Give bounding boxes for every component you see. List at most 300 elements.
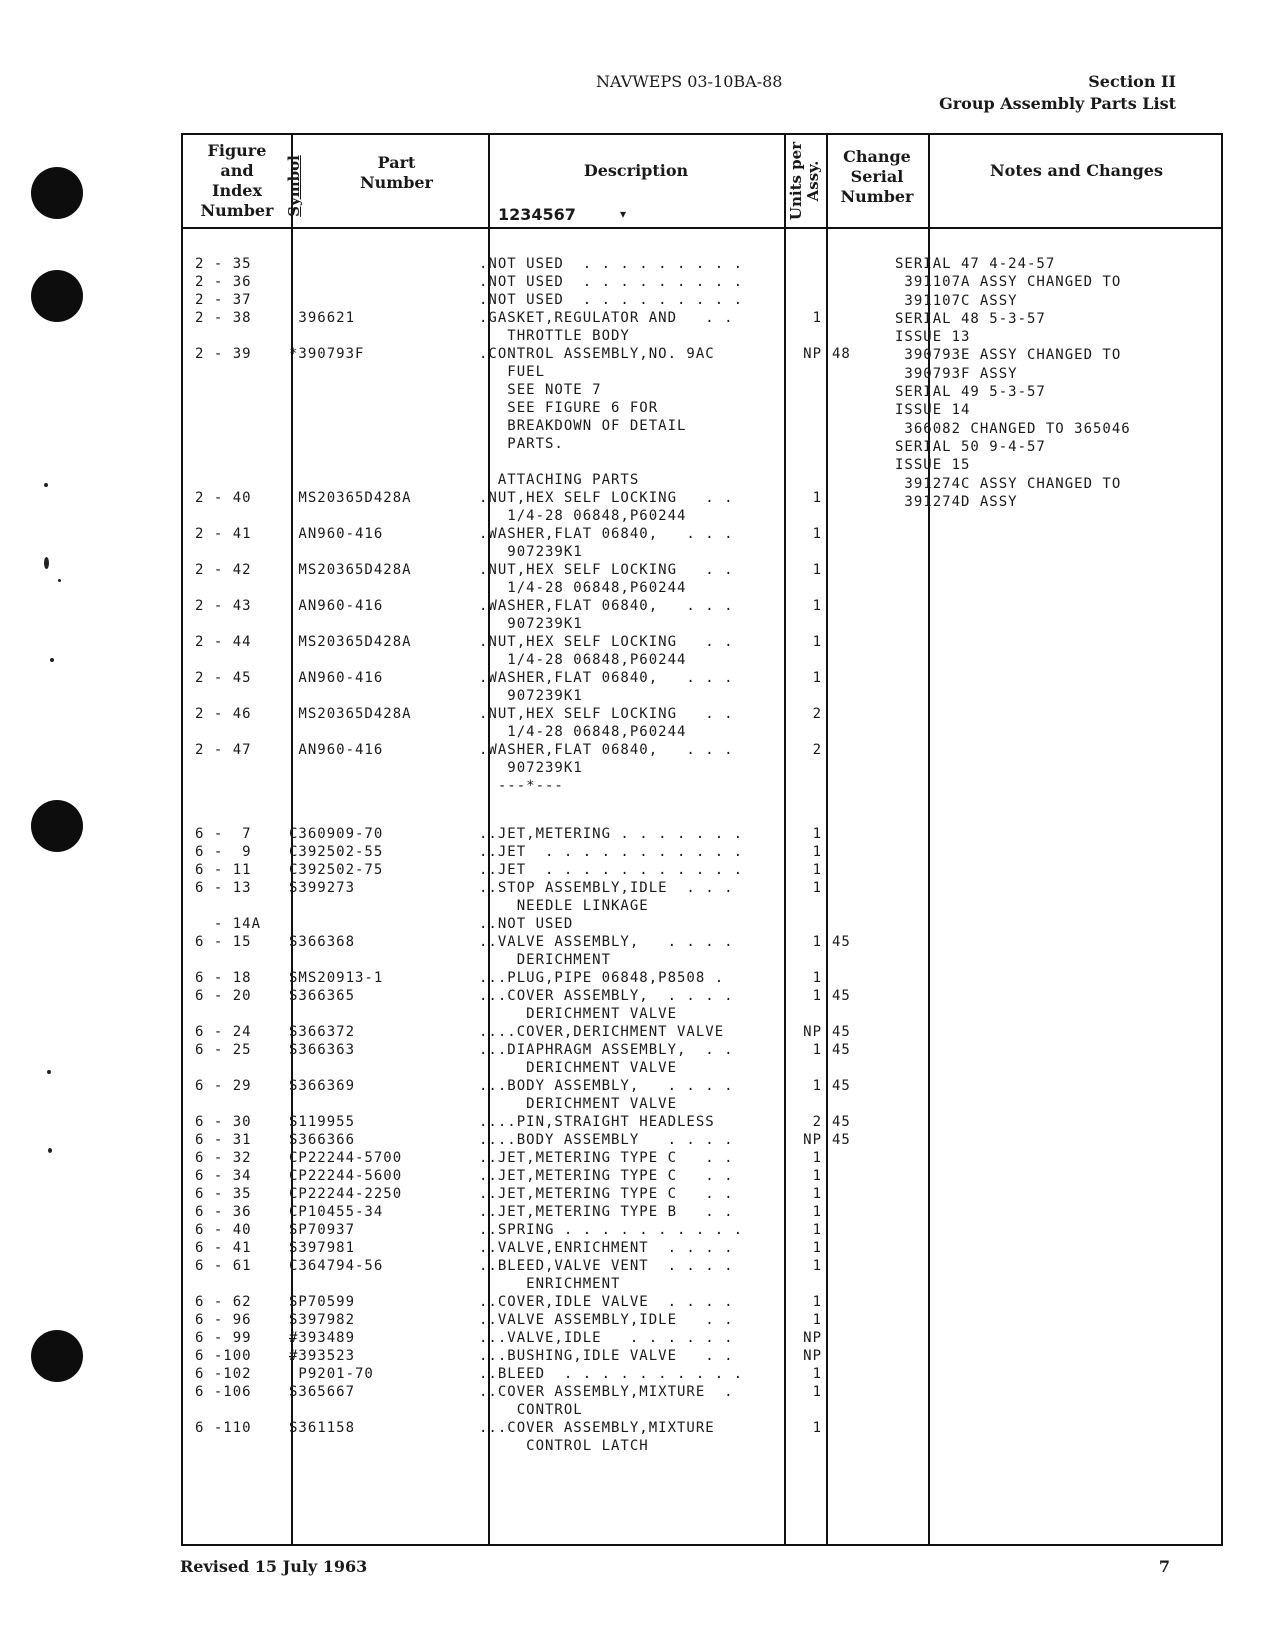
units-per-assy: 1 [812,1042,822,1058]
units-per-assy: 1 [812,310,822,326]
col-header-serial: Change Serial Number [840,147,914,206]
description-line: .NOT USED . . . . . . . . . [479,256,744,272]
figure-index: 6 - 11 [195,862,252,878]
description-line: ...PLUG,PIPE 06848,P8508 . [479,970,725,986]
description [479,1185,779,1203]
table-row [183,825,1221,843]
figure-index: 6 - 18 [195,970,252,986]
figure-index: 6 - 30 [195,1114,252,1130]
part-number: S397981 [289,1240,356,1256]
table-row [183,1365,1221,1383]
part-number: S366363 [289,1042,356,1058]
table-row [183,843,1221,861]
units-per-assy: 1 [812,598,822,614]
note-line: SERIAL 50 9-4-57 [895,438,1046,455]
description-line: DERICHMENT [479,952,612,968]
figure-index: 2 - 43 [195,598,252,614]
part-number: C364794-56 [289,1258,384,1274]
figure-index: 6 -106 [195,1384,252,1400]
description-line: ...COVER ASSEMBLY,MIXTURE [479,1420,715,1436]
description [479,633,779,669]
col-header-symbol: Symbol [285,155,303,217]
table-row [183,1185,1221,1203]
description-line: ..COVER ASSEMBLY,MIXTURE . [479,1384,734,1400]
change-serial: 45 [832,1078,851,1094]
note-line: 391107C ASSY [895,292,1018,309]
description-line: ...BUSHING,IDLE VALVE . . [479,1348,734,1364]
table-row [183,987,1221,1023]
description-line: ..JET,METERING TYPE B . . [479,1204,734,1220]
scan-speck [58,579,61,582]
units-per-assy: 1 [812,1150,822,1166]
description-line: ....PIN,STRAIGHT HEADLESS [479,1114,715,1130]
description [479,1311,779,1329]
units-per-assy: 1 [812,934,822,950]
description-line: ....COVER,DERICHMENT VALVE [479,1024,725,1040]
units-per-assy: 1 [812,970,822,986]
description-line: ..STOP ASSEMBLY,IDLE . . . [479,880,734,896]
table-row [183,1293,1221,1311]
revision-date: Revised 15 July 1963 [180,1557,368,1576]
table-row [183,1149,1221,1167]
table-row [183,1077,1221,1113]
figure-index: 2 - 42 [195,562,252,578]
figure-index: - 14A [195,916,262,932]
part-number: C360909-70 [289,826,384,842]
description-line: .NOT USED . . . . . . . . . [479,274,744,290]
description [479,843,779,861]
description [479,255,779,273]
note-line: ISSUE 15 [895,457,971,474]
figure-index: 6 - 99 [195,1330,252,1346]
description-line: ..JET,METERING TYPE C . . [479,1186,734,1202]
change-serial: 45 [832,988,851,1004]
scan-speck [50,658,54,662]
col-header-notes: Notes and Changes [990,161,1163,180]
note-line: 366082 CHANGED TO 365046 [895,420,1131,437]
description [479,273,779,291]
col-header-part: Part Number [360,153,433,192]
part-number: CP22244-5700 [289,1150,403,1166]
description [479,561,779,597]
table-row [183,969,1221,987]
description [479,1419,779,1455]
table-row [183,879,1221,915]
units-per-assy: NP [803,1024,822,1040]
note-line: 390793E ASSY CHANGED TO [895,347,1122,364]
description [479,1077,779,1113]
figure-index: 6 - 31 [195,1132,252,1148]
description [479,1293,779,1311]
part-number: MS20365D428A [289,706,412,722]
part-number: AN960-416 [289,742,384,758]
description-line: .NUT,HEX SELF LOCKING . . [479,490,734,506]
units-per-assy: 1 [812,670,822,686]
part-number: S119955 [289,1114,356,1130]
description-line: ...BODY ASSEMBLY, . . . . [479,1078,734,1094]
units-per-assy: 1 [812,988,822,1004]
units-per-assy: 1 [812,826,822,842]
description-line: ..JET . . . . . . . . . . . [479,844,744,860]
figure-index: 6 - 32 [195,1150,252,1166]
description-line: ..BLEED . . . . . . . . . . [479,1366,744,1382]
table-row [183,1329,1221,1347]
description-line: ..JET . . . . . . . . . . . [479,862,744,878]
units-per-assy: NP [803,1348,822,1364]
description-line: BREAKDOWN OF DETAIL [479,418,687,434]
part-number: MS20365D428A [289,490,412,506]
figure-index: 6 -102 [195,1366,252,1382]
part-number: S366369 [289,1078,356,1094]
units-per-assy: 1 [812,1366,822,1382]
description [479,933,779,969]
change-serial: 45 [832,1024,851,1040]
figure-index: 2 - 35 [195,256,252,272]
units-per-assy: 1 [812,1312,822,1328]
figure-index: 2 - 46 [195,706,252,722]
change-serial: 45 [832,1114,851,1130]
figure-index: 2 - 40 [195,490,252,506]
part-number: S361158 [289,1420,356,1436]
units-per-assy: 1 [812,1078,822,1094]
col-header-units: Units per Assy. [787,141,822,221]
description-line: .WASHER,FLAT 06840, . . . [479,742,734,758]
part-number: S399273 [289,880,356,896]
description [479,489,779,525]
scan-speck [47,1070,51,1074]
description-line: .NUT,HEX SELF LOCKING . . [479,634,734,650]
units-per-assy: NP [803,346,822,362]
table-row [183,1113,1221,1131]
description [479,987,779,1023]
section-label: Section II [1088,72,1176,91]
note-line: 391274D ASSY [895,493,1018,510]
part-number: *390793F [289,346,365,362]
description-line: FUEL [479,364,546,380]
header-divider [183,227,1221,229]
description-line: .CONTROL ASSEMBLY,NO. 9AC [479,346,715,362]
units-per-assy: 1 [812,862,822,878]
units-per-assy: 2 [812,742,822,758]
description [479,309,779,345]
figure-index: 2 - 39 [195,346,252,362]
description [479,1239,779,1257]
scan-speck [48,1148,52,1153]
description [479,1347,779,1365]
figure-index: 6 - 62 [195,1294,252,1310]
description-line: ..JET,METERING TYPE C . . [479,1168,734,1184]
indent-code: 1234567 ▾ [498,205,576,224]
change-serial: 45 [832,1042,851,1058]
description-line: SEE NOTE 7 [479,382,602,398]
part-number: S397982 [289,1312,356,1328]
table-row [183,561,1221,597]
figure-index: 2 - 44 [195,634,252,650]
part-number: CP22244-2250 [289,1186,403,1202]
table-row [183,597,1221,633]
units-per-assy: 1 [812,1420,822,1436]
description-line: 1/4-28 06848,P60244 [479,652,687,668]
description-line: 1/4-28 06848,P60244 [479,508,687,524]
notes-and-changes [895,255,1131,511]
description-line: 907239K1 [479,760,583,776]
units-per-assy: 1 [812,880,822,896]
description [479,597,779,633]
description [479,669,779,705]
note-line: 391107A ASSY CHANGED TO [895,274,1122,291]
description-line: PARTS. [479,436,564,452]
description [479,291,779,309]
figure-index: 6 - 40 [195,1222,252,1238]
description-line: ..JET,METERING TYPE C . . [479,1150,734,1166]
description-line: ..VALVE ASSEMBLY,IDLE . . [479,1312,734,1328]
description [479,1365,779,1383]
note-line: SERIAL 47 4-24-57 [895,256,1056,272]
table-row [183,1131,1221,1149]
figure-index: 6 - 25 [195,1042,252,1058]
note-line: SERIAL 49 5-3-57 [895,384,1046,401]
figure-index: 6 - 41 [195,1240,252,1256]
part-number: #393489 [289,1330,356,1346]
table-row [183,1257,1221,1293]
description [479,1113,779,1131]
description [479,969,779,987]
table-row [183,1311,1221,1329]
description-line: CONTROL [479,1402,583,1418]
description-line: ...COVER ASSEMBLY, . . . . [479,988,734,1004]
description [479,345,779,489]
table-row [183,741,1221,795]
page-number: 7 [1158,1557,1170,1576]
figure-index: 6 - 36 [195,1204,252,1220]
units-per-assy: 1 [812,634,822,650]
description-line: ...DIAPHRAGM ASSEMBLY, . . [479,1042,734,1058]
units-per-assy: 1 [812,844,822,860]
col-header-figure: Figure and Index Number [200,141,274,220]
part-number: C392502-75 [289,862,384,878]
description-line: DERICHMENT VALVE [479,1006,678,1022]
units-per-assy: 1 [812,562,822,578]
description [479,1041,779,1077]
description-line: NEEDLE LINKAGE [479,898,649,914]
part-number: MS20365D428A [289,562,412,578]
units-per-assy: 1 [812,490,822,506]
description-line: .WASHER,FLAT 06840, . . . [479,526,734,542]
change-serial: 45 [832,934,851,950]
table-row [183,669,1221,705]
description [479,1221,779,1239]
units-per-assy: 1 [812,1168,822,1184]
description-line: CONTROL LATCH [479,1438,649,1454]
section-subtitle: Group Assembly Parts List [939,94,1176,113]
description-line: 907239K1 [479,616,583,632]
table-row [183,633,1221,669]
figure-index: 2 - 37 [195,292,252,308]
part-number: SP70937 [289,1222,356,1238]
description-line: .WASHER,FLAT 06840, . . . [479,598,734,614]
figure-index: 2 - 47 [195,742,252,758]
part-number: CP10455-34 [289,1204,384,1220]
description [479,1167,779,1185]
description-line: ..VALVE,ENRICHMENT . . . . [479,1240,734,1256]
description-line: ..COVER,IDLE VALVE . . . . [479,1294,734,1310]
row-gap [183,795,1221,825]
description-line: DERICHMENT VALVE [479,1060,678,1076]
units-per-assy: 1 [812,1204,822,1220]
scan-speck [44,557,49,569]
description-line: SEE FIGURE 6 FOR [479,400,659,416]
description-line: ..SPRING . . . . . . . . . . [479,1222,744,1238]
figure-index: 2 - 45 [195,670,252,686]
part-number: 396621 [289,310,356,326]
description-line: ..VALVE ASSEMBLY, . . . . [479,934,734,950]
change-serial: 45 [832,1132,851,1148]
description-line: ENRICHMENT [479,1276,621,1292]
binder-hole [31,167,83,219]
note-line: SERIAL 48 5-3-57 [895,310,1046,327]
description-line: .NUT,HEX SELF LOCKING . . [479,562,734,578]
table-row [183,1383,1221,1419]
description-line: ATTACHING PARTS [479,472,640,488]
part-number: S366372 [289,1024,356,1040]
units-per-assy: 1 [812,526,822,542]
figure-index: 6 -100 [195,1348,252,1364]
description [479,1203,779,1221]
figure-index: 6 - 96 [195,1312,252,1328]
table-row [183,1221,1221,1239]
description-line: .NUT,HEX SELF LOCKING . . [479,706,734,722]
units-per-assy: NP [803,1132,822,1148]
table-row [183,1023,1221,1041]
figure-index: 6 - 13 [195,880,252,896]
binder-hole [31,1330,83,1382]
units-per-assy: 1 [812,1294,822,1310]
description [479,1257,779,1293]
table-row [183,1419,1221,1455]
col-header-description: Description [583,161,689,180]
description [479,525,779,561]
description-line [479,453,779,471]
description-line: ..NOT USED [479,916,574,932]
part-number: AN960-416 [289,598,384,614]
description-line: 907239K1 [479,688,583,704]
part-number: MS20365D428A [289,634,412,650]
units-per-assy: 1 [812,1258,822,1274]
units-per-assy: 1 [812,1384,822,1400]
description-line: ...VALVE,IDLE . . . . . . [479,1330,734,1346]
note-line: ISSUE 13 [895,329,971,346]
description-line: 1/4-28 06848,P60244 [479,724,687,740]
note-line: 391274C ASSY CHANGED TO [895,475,1122,492]
part-number: SP70599 [289,1294,356,1310]
description-line: .GASKET,REGULATOR AND . . [479,310,734,326]
table-row [183,933,1221,969]
figure-index: 6 - 9 [195,844,252,860]
figure-index: 6 - 61 [195,1258,252,1274]
units-per-assy: 1 [812,1240,822,1256]
description [479,1329,779,1347]
part-number: #393523 [289,1348,356,1364]
figure-index: 6 - 29 [195,1078,252,1094]
scan-speck [44,483,48,487]
figure-index: 6 - 34 [195,1168,252,1184]
figure-index: 6 - 35 [195,1186,252,1202]
description-line: ....BODY ASSEMBLY . . . . [479,1132,734,1148]
description [479,705,779,741]
description [479,825,779,843]
table-row [183,1041,1221,1077]
description [479,1383,779,1419]
figure-index: 2 - 41 [195,526,252,542]
description [479,1131,779,1149]
part-number: C392502-55 [289,844,384,860]
part-number: AN960-416 [289,526,384,542]
parts-table [181,133,1223,1546]
part-number: S365667 [289,1384,356,1400]
units-per-assy: 2 [812,706,822,722]
part-number: CP22244-5600 [289,1168,403,1184]
description-line: DERICHMENT VALVE [479,1096,678,1112]
table-row [183,1203,1221,1221]
part-number: S366368 [289,934,356,950]
units-per-assy: NP [803,1330,822,1346]
description-line: ---*--- [479,778,564,794]
figure-index: 2 - 38 [195,310,252,326]
figure-index: 6 - 20 [195,988,252,1004]
description [479,861,779,879]
table-row [183,705,1221,741]
description-line: 907239K1 [479,544,583,560]
part-number: S366366 [289,1132,356,1148]
description-line: .NOT USED . . . . . . . . . [479,292,744,308]
figure-index: 2 - 36 [195,274,252,290]
part-number: P9201-70 [289,1366,374,1382]
note-line: 390793F ASSY [895,365,1018,382]
units-per-assy: 1 [812,1222,822,1238]
part-number: S366365 [289,988,356,1004]
figure-index: 6 - 7 [195,826,252,842]
part-number: SMS20913-1 [289,970,384,986]
table-row [183,1239,1221,1257]
units-per-assy: 2 [812,1114,822,1130]
part-number: AN960-416 [289,670,384,686]
table-row [183,915,1221,933]
figure-index: 6 -110 [195,1420,252,1436]
description-line: .WASHER,FLAT 06840, . . . [479,670,734,686]
change-serial: 48 [832,346,851,362]
description-line: ..JET,METERING . . . . . . . [479,826,744,842]
description [479,741,779,795]
description-line: ..BLEED,VALVE VENT . . . . [479,1258,734,1274]
description [479,915,779,933]
figure-index: 6 - 24 [195,1024,252,1040]
note-line: ISSUE 14 [895,402,971,419]
description-line: THROTTLE BODY [479,328,630,344]
figure-index: 6 - 15 [195,934,252,950]
table-row [183,525,1221,561]
table-row [183,1347,1221,1365]
units-per-assy: 1 [812,1186,822,1202]
description-line: 1/4-28 06848,P60244 [479,580,687,596]
table-row [183,861,1221,879]
binder-hole [31,270,83,322]
description [479,1023,779,1041]
binder-hole [31,800,83,852]
description [479,879,779,915]
doc-title: NAVWEPS 03-10BA-88 [596,72,783,91]
table-row [183,1167,1221,1185]
description [479,1149,779,1167]
